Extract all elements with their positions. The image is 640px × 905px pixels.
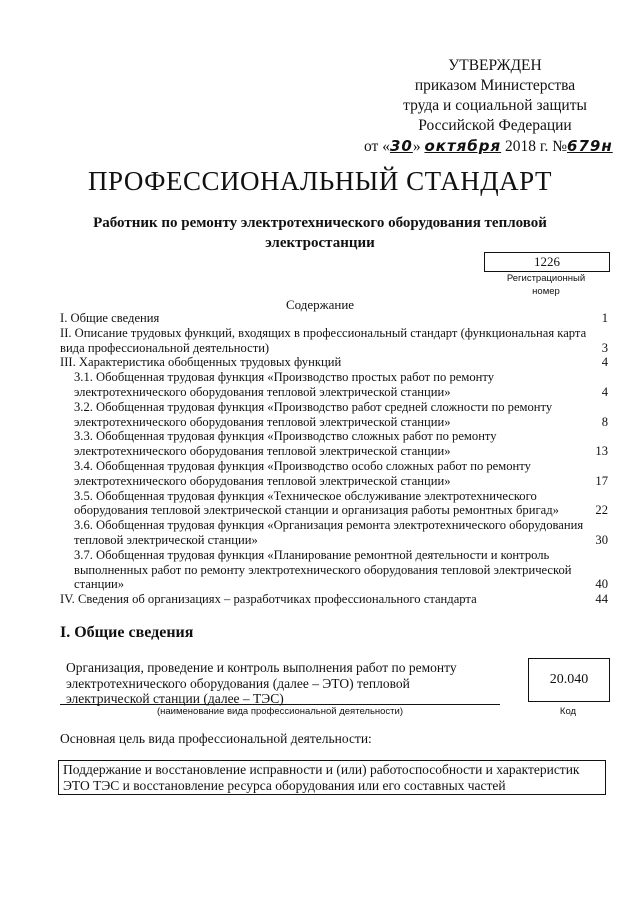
registration-number-box: 1226 bbox=[484, 252, 610, 272]
date-year: 2018 г. № bbox=[504, 138, 568, 155]
toc-heading: Содержание bbox=[285, 297, 355, 312]
toc-item-page: 17 bbox=[595, 473, 608, 488]
toc-item-text: III. Характеристика обобщенных трудовых функций ..... bbox=[60, 355, 599, 370]
date-day-handwritten: 30 bbox=[389, 137, 413, 155]
toc-item-text: 3.7. Обобщенная трудовая функция «Планирование ремонтной деятельности и контроль выполненных работ по ремонту электротехнического оборудования тепловой электрической станции» ..... bbox=[74, 548, 592, 592]
toc-item-page: 8 bbox=[601, 414, 608, 429]
goal-label: Основная цель вида профессиональной деятельности: bbox=[60, 731, 372, 746]
toc-item-page: 3 bbox=[601, 340, 608, 355]
toc-item[interactable] bbox=[60, 489, 608, 519]
toc-item-text: II. Описание трудовых функций, входящих в профессиональный стандарт (функциональная карта вида профессиональной деятельности) ..... bbox=[60, 326, 599, 356]
toc-item-page: 40 bbox=[595, 577, 608, 592]
toc-item[interactable] bbox=[60, 355, 608, 370]
toc-item[interactable] bbox=[60, 400, 608, 430]
toc-item-page: 30 bbox=[595, 532, 608, 547]
toc-item[interactable] bbox=[60, 370, 608, 400]
document-title: ПРОФЕССИОНАЛЬНЫЙ СТАНДАРТ bbox=[87, 166, 553, 196]
toc-item[interactable] bbox=[60, 459, 608, 489]
toc-item-page: 1 bbox=[601, 311, 608, 325]
toc-item[interactable] bbox=[60, 592, 608, 607]
registration-caption-line-1: Регистрационный bbox=[506, 273, 586, 284]
toc-item-text: 3.4. Обобщенная трудовая функция «Производство особо сложных работ по ремонту электротехнического оборудования тепловой электрической станции» ..... bbox=[74, 459, 592, 489]
standard-subject: Работник по ремонту электротехнического оборудования тепловой электростанции bbox=[93, 215, 547, 251]
approval-line-3: труда и социальной защиты bbox=[403, 97, 587, 114]
toc-item-page: 22 bbox=[595, 503, 608, 518]
activity-caption: (наименование вида профессиональной деятельности) bbox=[156, 706, 404, 717]
toc-item[interactable] bbox=[60, 518, 608, 548]
toc-item[interactable] bbox=[60, 429, 608, 459]
toc-item-text: 3.6. Обобщенная трудовая функция «Организация ремонта электротехнического оборудования тепловой электрической станции» ..... bbox=[74, 518, 592, 548]
code-caption: Код bbox=[559, 706, 577, 717]
approval-title: УТВЕРЖДЕН bbox=[448, 57, 542, 74]
date-prefix: от « bbox=[364, 138, 390, 155]
activity-code-box: 20.040 bbox=[528, 658, 610, 702]
toc-item-page: 13 bbox=[595, 444, 608, 459]
section-heading: I. Общие сведения bbox=[60, 624, 194, 641]
toc-item[interactable] bbox=[60, 326, 608, 356]
approval-line-2: приказом Министерства bbox=[414, 77, 576, 94]
activity-name: Организация, проведение и контроль выполнения работ по ремонту электротехнического оборудования (далее – ЭТО) тепловой электрической станции (далее – ТЭС) bbox=[66, 660, 457, 706]
approval-line-4: Российской Федерации bbox=[418, 117, 572, 134]
toc-item[interactable] bbox=[60, 311, 608, 326]
table-of-contents bbox=[60, 311, 608, 607]
toc-item-text: 3.5. Обобщенная трудовая функция «Техническое обслуживание электротехнического оборудования тепловой электрической станции и организация работы ремонтных бригад» ..... bbox=[74, 489, 592, 519]
toc-item-text: 3.1. Обобщенная трудовая функция «Производство простых работ по ремонту электротехнического оборудования тепловой электрической станции» ..... bbox=[74, 370, 599, 400]
toc-item-text: I. Общие сведения ..... bbox=[60, 311, 599, 326]
order-number-handwritten: 679н bbox=[567, 137, 613, 155]
toc-item[interactable] bbox=[60, 548, 608, 592]
goal-text-box: Поддержание и восстановление исправности и (или) работоспособности и характеристик ЭТО ТЭС и восстановление ресурса оборудования или его составных частей bbox=[58, 760, 606, 795]
registration-caption bbox=[478, 272, 614, 298]
toc-item-text: IV. Сведения об организациях – разработчиках профессионального стандарта ..... bbox=[60, 592, 592, 607]
approval-block bbox=[360, 56, 630, 157]
toc-item-page: 4 bbox=[601, 355, 608, 370]
toc-item-text: 3.3. Обобщенная трудовая функция «Производство сложных работ по ремонту электротехнического оборудования тепловой электрической станции» ..... bbox=[74, 429, 592, 459]
approval-date-line bbox=[364, 136, 630, 157]
date-month-handwritten: октября bbox=[424, 137, 502, 155]
toc-item-page: 4 bbox=[601, 384, 608, 399]
toc-item-page: 44 bbox=[595, 592, 608, 607]
toc-item-text: 3.2. Обобщенная трудовая функция «Производство работ средней сложности по ремонту электротехнического оборудования тепловой электрической станции» ..... bbox=[74, 400, 599, 430]
date-mid: » bbox=[412, 138, 421, 155]
activity-underline bbox=[60, 704, 500, 705]
registration-caption-line-2: номер bbox=[532, 286, 560, 297]
